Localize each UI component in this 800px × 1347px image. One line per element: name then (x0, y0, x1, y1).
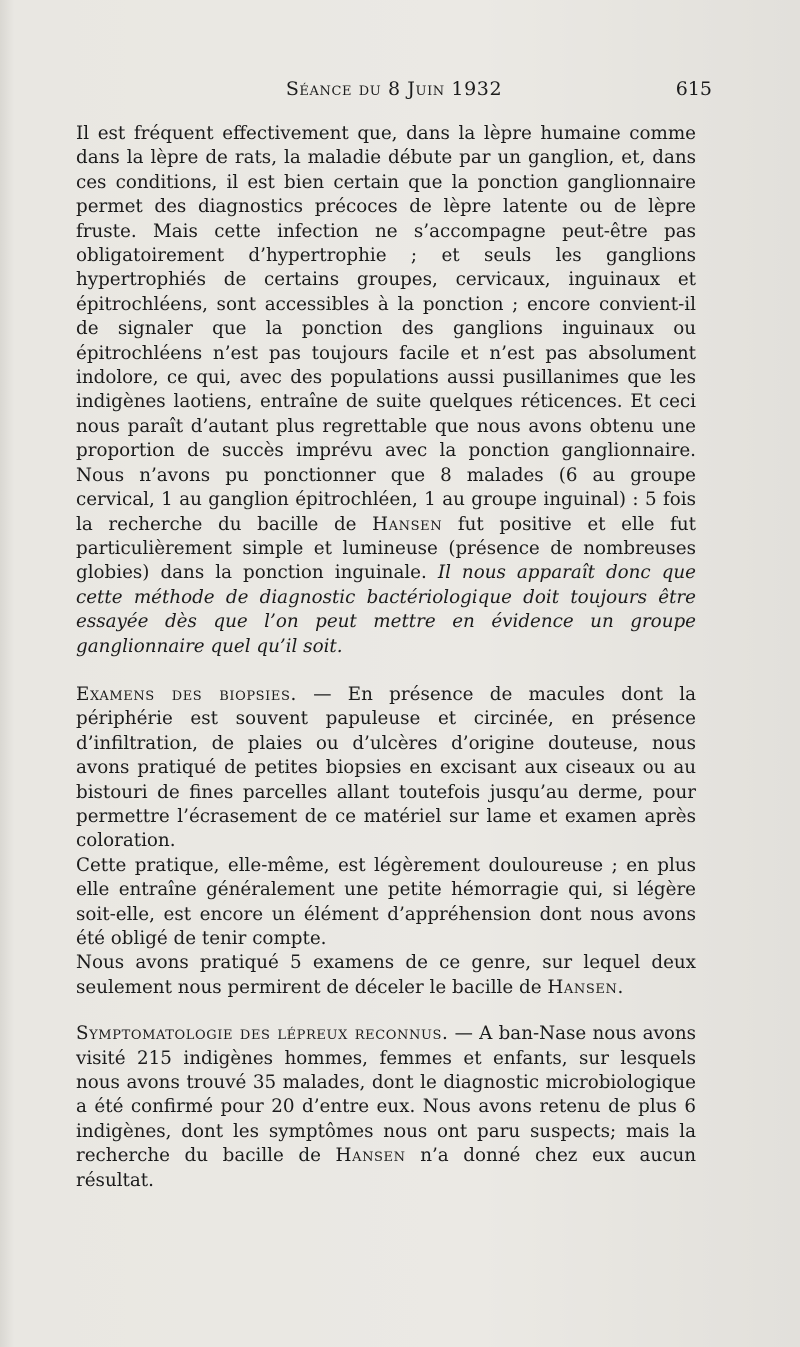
author-name-hansen: Hansen (335, 1145, 406, 1167)
author-name-hansen: Hansen (372, 513, 443, 535)
paragraph-text: . (617, 976, 624, 998)
paragraph-text: fut positive et elle fut particulièrement simple et lumineuse (présence de nombreuses globies) dans la ponction inguinale. (76, 513, 696, 584)
section-heading-symptomatology: Symptomatologie des lépreux reconnus. (76, 1023, 449, 1045)
paragraph-text: n’a donné chez eux aucun résultat. (76, 1145, 696, 1191)
section-heading-biopsies: Examens des biopsies. (76, 683, 297, 705)
page-header (76, 78, 712, 106)
paragraph-text: Nous avons pratiqué 5 examens de ce genre, sur lequel deux seulement nous permirent de déceler le bacille de (76, 952, 696, 998)
paragraph-text: — En présence de macules dont la périphérie est souvent papuleuse et circinée, en présence d’infiltration, de plaies ou d’ulcères d’origine douteuse, nous avons pratiqué de petites biopsies en excisant aux ciseaux ou au bistouri de fines parcelles allant toutefois jusqu’au derme, pour permettre l’écrasement de ce matériel sur lame et examen après coloration. (76, 683, 696, 852)
paragraph-text: Il est fréquent effectivement que, dans la lèpre humaine comme dans la lèpre de rats, la maladie débute par un ganglion, et, dans ces conditions, il est bien certain que la ponction ganglionnaire permet des diagnostics précoces de lèpre latente ou de lèpre fruste. Mais cette infection ne s’accompagne peut-être pas obligatoirement d’hypertrophie ; et seuls les ganglions hypertrophiés de certains groupes, cervicaux, inguinaux et épitrochléens, sont accessibles à la ponction ; encore convient-il de signaler que la ponction des ganglions inguinaux ou épitrochléens n’est pas toujours facile et n’est pas absolument indolore, ce qui, avec des populations aussi pusillanimes que les indigènes laotiens, entraîne de suite quelques réticences. Et ceci nous paraît d’autant plus regrettable que nous avons obtenu une proportion de succès imprévu avec la ponction ganglionnaire. Nous n’avons pu ponctionner que 8 malades (6 au groupe cervical, 1 au ganglion épitrochléen, 1 au groupe inguinal) : 5 fois la recherche du bacille de (76, 123, 696, 535)
paragraph-ganglion-puncture (76, 122, 696, 659)
paragraph-text: Cette pratique, elle-même, est légèrement douloureuse ; en plus elle entraîne généralement une petite hémorragie qui, si légère soit-elle, est encore un élément d’appréhension dont nous avons été obligé de tenir compte. (76, 854, 696, 949)
body-text (76, 122, 696, 1193)
italic-conclusion: Il nous apparaît donc que cette méthode de diagnostic bactériologique doit toujours être essayée dès que l’on peut mettre en évidence un groupe ganglionnaire quel qu’il soit. (76, 562, 696, 657)
running-title: Séance du 8 Juin 1932 (285, 78, 503, 100)
author-name-hansen: Hansen (547, 976, 618, 998)
paragraph-biopsies (76, 683, 696, 854)
paragraph-symptomatology (76, 1022, 696, 1193)
paragraph-biopsy-results (76, 951, 696, 1000)
paragraph-text: — A ban-Nase nous avons visité 215 indigènes hommes, femmes et enfants, sur lesquels nous avons trouvé 35 malades, dont le diagnostic microbiologique a été confirmé pour 20 d’entre eux. Nous avons retenu de plus 6 indigènes, dont les symptômes nous ont paru suspects; mais la recherche du bacille de (76, 1023, 696, 1167)
page-number: 615 (675, 78, 712, 100)
paragraph-biopsy-practice (76, 854, 696, 952)
